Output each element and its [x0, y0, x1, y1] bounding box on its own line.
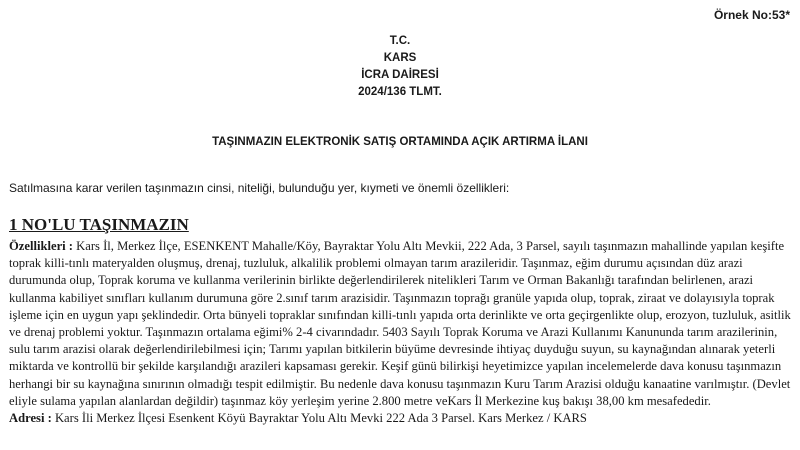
header-city: KARS: [383, 52, 417, 64]
address-text: Kars İli Merkez İlçesi Esenkent Köyü Bayraktar Yolu Altı Mevki 222 Ada 3 Parsel. Kars Merkez / KARS: [51, 411, 587, 426]
features-text: Kars İl, Merkez İlçe, ESENKENT Mahalle/Köy, Bayraktar Yolu Altı Mevkii, 222 Ada, 3 Parsel, sayılı taşınmazın mahallinde yapılan keşifte toprak killi-tınlı materyalden oluşmuş, drenaj, tuzluluk, alkalilik problemi olmayan tarım arazileridir. Taşınmaz, eğim durumu açısından düz arazi durumunda olup, Toprak koruma ve kullanma verilerinin birlikte değerlendirilerek nitelikleri Tarım ve Orman Bakanlığı tarafından belirlenen, arazi kullanma kabiliyet sınıfları kullanım durumuna göre 2.sınıf tarım arazisidir. Taşınmazın toprağı granüle yapıda olup, toprak, ziraat ve dolayısıyla toprak işleme için en uygun yapı şeklindedir. Orta bünyeli topraklar sınıfından killi-tınlı yapıda orta derinlikte ve orta geçirgenlikte olup, erozyon, tuzluluk, asitlik ve drenaj problemi yoktur. Taşınmazın ortalama eğimi% 2-4 civarındadır. 5403 Sayılı Toprak Koruma ve Arazi Kullanımı Kanununda tarım arazilerinin, sulu tarım arazisi olarak değerlendirilebilmesi için; Tarımı yapılan bitkilerin büyüme devresinde ihtiyaç duyduğu suyun, su kaynağından alınarak yeterli miktarda ve kontrollü bir şekilde karşılandığı arazileri kapsaması gerekir. Keşif günü bilirkişi heyetimizce yapılan incelemelerde dava konusu taşınmazın herhangi bir su kaynağına sınırının olmadığı tespit edilmiştir. Bu nedenle dava konusu taşınmazın Kuru Tarım Arazisi olduğu kanaatine varılmıştır. (Devlet eliyle sulama yapılan alanlardan değildir) taşınmaz köy yerleşim yerine 2.800 metre veKars İl Merkezine kuş bakışı 38,00 km mesafededir.: [9, 239, 791, 408]
property-heading: 1 NO'LU TAŞINMAZIN: [9, 215, 189, 234]
header-country: T.C.: [389, 35, 411, 47]
address-label: Adresi :: [9, 411, 52, 426]
property-section: [9, 214, 791, 427]
features-label: Özellikleri :: [9, 239, 73, 253]
property-address: [9, 410, 791, 427]
sample-number: Örnek No:53*: [713, 8, 790, 22]
document-title: TAŞINMAZIN ELEKTRONİK SATIŞ ORTAMINDA AÇIK ARTIRMA İLANI: [212, 136, 588, 148]
property-features: [9, 238, 791, 410]
intro-text: Satılmasına karar verilen taşınmazın cinsi, niteliği, bulunduğu yer, kıymeti ve önemli özellikleri:: [9, 181, 510, 195]
document-header: [0, 33, 800, 101]
header-file-number: 2024/136 TLMT.: [358, 86, 442, 98]
header-office: İCRA DAİRESİ: [361, 69, 439, 81]
